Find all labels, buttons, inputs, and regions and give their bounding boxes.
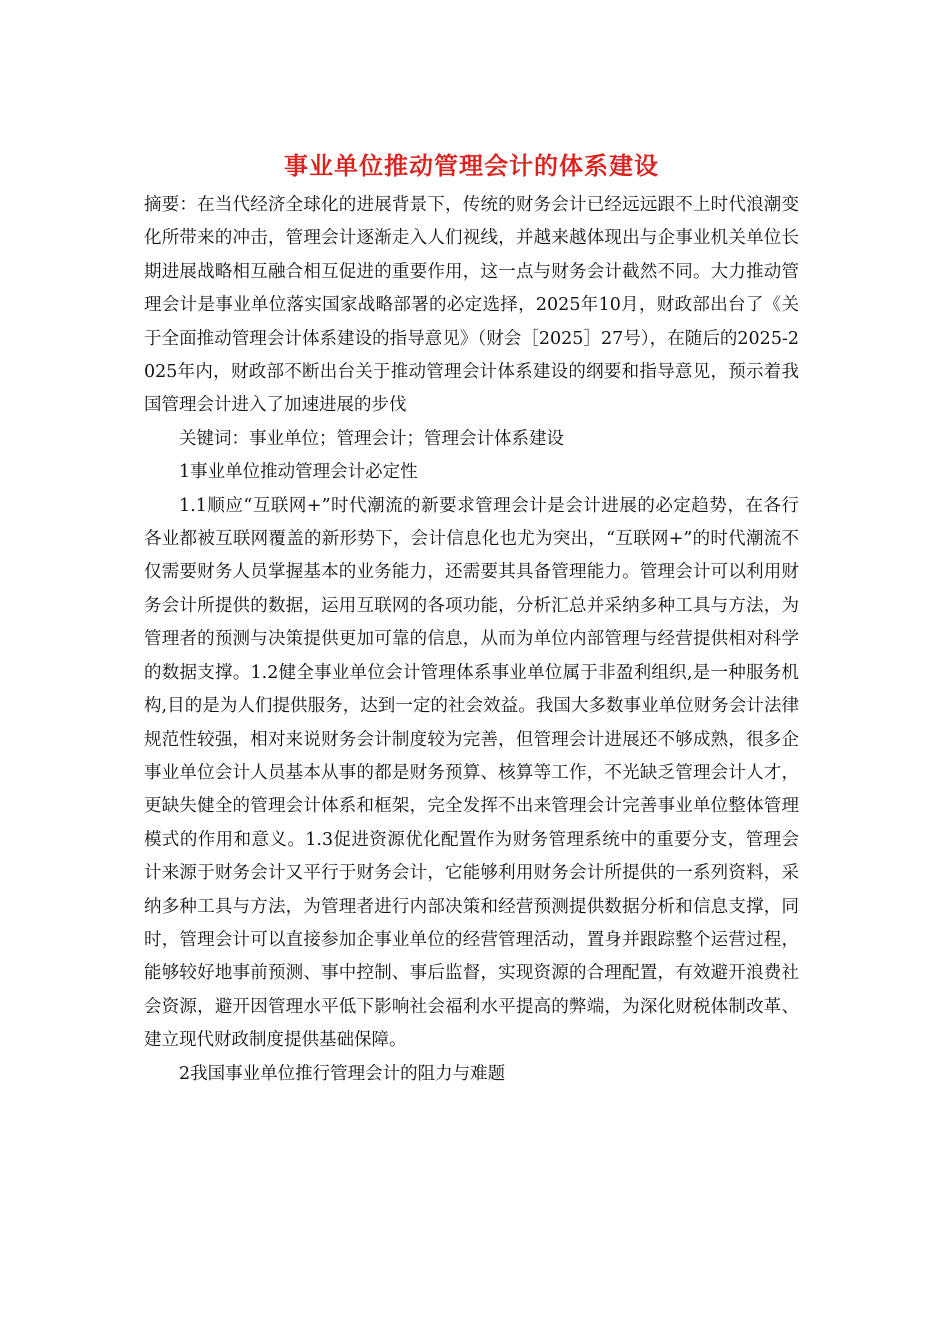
document-title: 事业单位推动管理会计的体系建设: [284, 151, 659, 180]
section-1-heading: 1事业单位推动管理会计必定性: [179, 462, 418, 483]
keywords-paragraph: 关键词：事业单位；管理会计；管理会计体系建设: [179, 428, 564, 449]
document-content: [144, 143, 799, 1091]
abstract-paragraph: 摘要：在当代经济全球化的进展背景下，传统的财务会计已经远远跟不上时代浪潮变化所带来的冲击，管理会计逐渐走入人们视线，并越来越体现出与企事业机关单位长期进展战略相互融合相互促进的重要作用，这一点与财务会计截然不同。大力推动管理会计是事业单位落实国家战略部署的必定选择，2025年10月，财政部出台了《关于全面推动管理会计体系建设的指导意见》（财会［2025］27号），在随后的2025-2025年内，财政部不断出台关于推动管理会计体系建设的纲要和指导意见，预示着我国管理会计进入了加速进展的步伐: [144, 195, 799, 416]
section-2-heading: 2我国事业单位推行管理会计的阻力与难题: [179, 1063, 506, 1084]
section-1-body: 1.1顺应“互联网+”时代潮流的新要求管理会计是会计进展的必定趋势，在各行各业都被互联网覆盖的新形势下，会计信息化也尤为突出，“互联网+”的时代潮流不仅需要财务人员掌握基本的业务能力，还需要其具备管理能力。管理会计可以利用财务会计所提供的数据，运用互联网的各项功能，分析汇总并采纳多种工具与方法，为管理者的预测与决策提供更加可靠的信息，从而为单位内部管理与经营提供相对科学的数据支撑。1.2健全事业单位会计管理体系事业单位属于非盈利组织,是一种服务机构,目的是为人们提供服务，达到一定的社会效益。我国大多数事业单位财务会计法律规范性较强，相对来说财务会计制度较为完善，但管理会计进展还不够成熟，很多企事业单位会计人员基本从事的都是财务预算、核算等工作，不光缺乏管理会计人才，更缺失健全的管理会计体系和框架，完全发挥不出来管理会计完善事业单位整体管理模式的作用和意义。1.3促进资源优化配置作为财务管理系统中的重要分支，管理会计来源于财务会计又平行于财务会计，它能够利用财务会计所提供的一系列资料，采纳多种工具与方法，为管理者进行内部决策和经营预测提供数据分析和信息支撑，同时，管理会计可以直接参加企事业单位的经营管理活动，置身并跟踪整个运营过程，能够较好地事前预测、事中控制、事后监督，实现资源的合理配置，有效避开浪费社会资源，避开因管理水平低下影响社会福利水平提高的弊端，为深化财税体制改革、建立现代财政制度提供基础保障。: [144, 495, 799, 1051]
